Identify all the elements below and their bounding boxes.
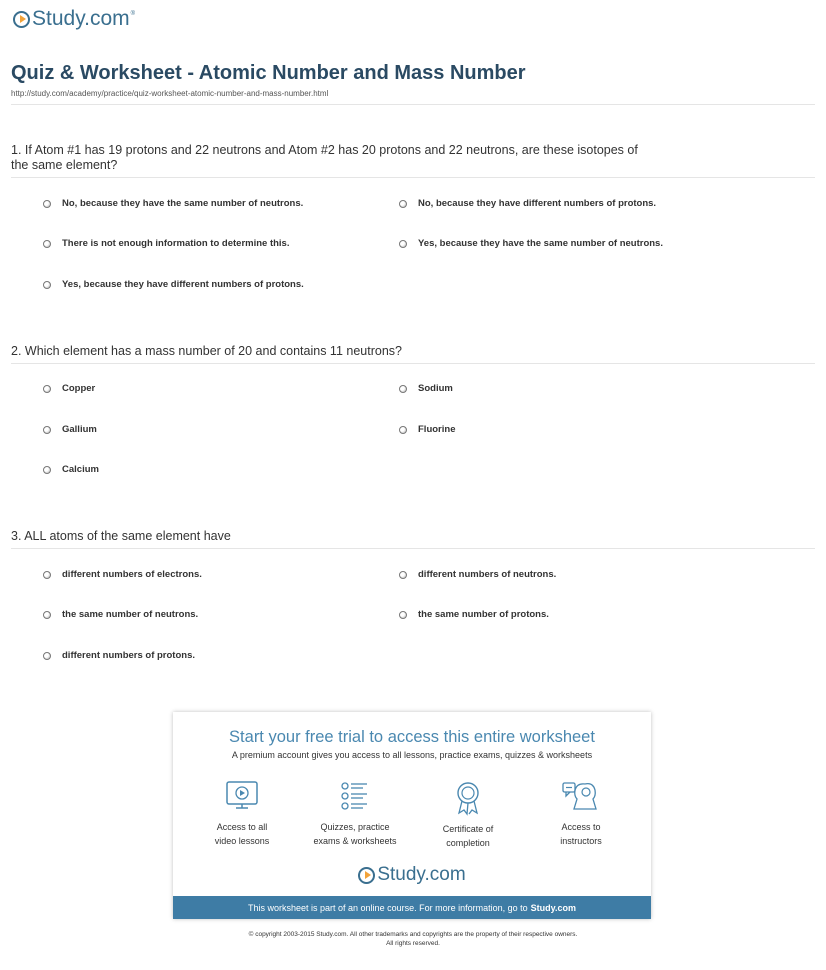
option-label: the same number of neutrons. — [62, 609, 199, 620]
radio-button[interactable] — [43, 281, 51, 289]
option-label: Fluorine — [418, 424, 456, 435]
divider — [11, 363, 815, 364]
feature-video-lessons — [187, 780, 297, 848]
radio-button[interactable] — [399, 385, 407, 393]
feature-label: Access to instructors — [560, 822, 602, 846]
answer-option[interactable] — [43, 464, 99, 475]
option-label: Copper — [62, 383, 96, 394]
option-label: Gallium — [62, 424, 97, 435]
play-icon — [358, 867, 375, 884]
footer — [0, 930, 826, 948]
answer-option[interactable] — [43, 238, 289, 249]
answer-option[interactable] — [43, 279, 304, 290]
answer-option[interactable] — [399, 569, 556, 580]
rights-text: All rights reserved. — [386, 940, 440, 947]
option-label: different numbers of electrons. — [62, 569, 202, 580]
certificate-icon — [450, 780, 486, 816]
answer-option[interactable] — [399, 424, 455, 435]
instructor-icon — [561, 780, 601, 814]
option-label: the same number of protons. — [418, 609, 549, 620]
answer-option[interactable] — [43, 609, 198, 620]
answer-option[interactable] — [43, 198, 303, 209]
promo-bar-text: This worksheet is part of an online course. For more information, go to — [248, 902, 528, 913]
page-title: Quiz & Worksheet - Atomic Number and Mass Number — [11, 62, 526, 84]
option-label: Sodium — [418, 383, 453, 394]
option-label: Calcium — [62, 464, 99, 475]
promo-info-bar — [173, 896, 651, 919]
option-label: Yes, because they have different numbers of protons. — [62, 279, 304, 290]
radio-button[interactable] — [43, 385, 51, 393]
feature-instructors — [526, 780, 636, 848]
answer-option[interactable] — [43, 424, 97, 435]
radio-button[interactable] — [399, 571, 407, 579]
study-link[interactable]: Study.com — [530, 902, 576, 913]
radio-button[interactable] — [43, 466, 51, 474]
radio-button[interactable] — [43, 652, 51, 660]
page-url[interactable]: http://study.com/academy/practice/quiz-worksheet-atomic-number-and-mass-number.html — [11, 89, 329, 98]
radio-button[interactable] — [43, 426, 51, 434]
feature-label: Quizzes, practice exams & worksheets — [313, 822, 397, 846]
radio-button[interactable] — [43, 571, 51, 579]
free-trial-promo — [173, 712, 651, 919]
radio-button[interactable] — [399, 240, 407, 248]
promo-title[interactable]: Start your free trial to access this entire worksheet — [229, 728, 595, 746]
option-label: different numbers of protons. — [62, 650, 195, 661]
trademark-symbol: ® — [130, 11, 136, 17]
divider — [11, 548, 815, 549]
answer-option[interactable] — [399, 609, 549, 620]
feature-label: Access to all video lessons — [214, 822, 270, 846]
question-3-text: 3. ALL atoms of the same element have — [11, 529, 231, 543]
option-label: No, because they have the same number of neutrons. — [62, 198, 304, 209]
option-label: There is not enough information to determine this. — [62, 238, 290, 249]
answer-option[interactable] — [43, 569, 202, 580]
copyright-text: © copyright 2003-2015 Study.com. All other trademarks and copyrights are the property of their respective owners. — [248, 931, 578, 938]
radio-button[interactable] — [399, 426, 407, 434]
question-2-text: 2. Which element has a mass number of 20 and contains 11 neutrons? — [11, 344, 402, 358]
question-1-text: 1. If Atom #1 has 19 protons and 22 neutrons and Atom #2 has 20 protons and 22 neutrons, are these isotopes of the same element? — [11, 143, 638, 172]
play-icon — [13, 11, 30, 28]
option-label: different numbers of neutrons. — [418, 569, 557, 580]
feature-quizzes — [300, 780, 410, 848]
logo-text: Study.com — [377, 864, 466, 885]
radio-button[interactable] — [43, 611, 51, 619]
study-logo[interactable] — [13, 7, 135, 31]
answer-option[interactable] — [43, 650, 195, 661]
logo-text: Study.com — [32, 7, 130, 30]
feature-label: Certificate of completion — [442, 824, 494, 848]
quiz-list-icon — [337, 780, 373, 814]
divider — [11, 104, 815, 105]
radio-button[interactable] — [43, 200, 51, 208]
option-label: No, because they have different numbers of protons. — [418, 198, 657, 209]
radio-button[interactable] — [43, 240, 51, 248]
answer-option[interactable] — [399, 383, 453, 394]
answer-option[interactable] — [399, 238, 663, 249]
answer-option[interactable] — [43, 383, 95, 394]
answer-option[interactable] — [399, 198, 656, 209]
feature-certificate — [413, 780, 523, 850]
divider — [11, 177, 815, 178]
radio-button[interactable] — [399, 200, 407, 208]
promo-study-logo[interactable] — [173, 864, 651, 886]
video-lesson-icon — [224, 780, 260, 814]
option-label: Yes, because they have the same number of neutrons. — [418, 238, 663, 249]
radio-button[interactable] — [399, 611, 407, 619]
promo-subtitle: A premium account gives you access to all lessons, practice exams, quizzes & worksheets — [231, 750, 593, 760]
